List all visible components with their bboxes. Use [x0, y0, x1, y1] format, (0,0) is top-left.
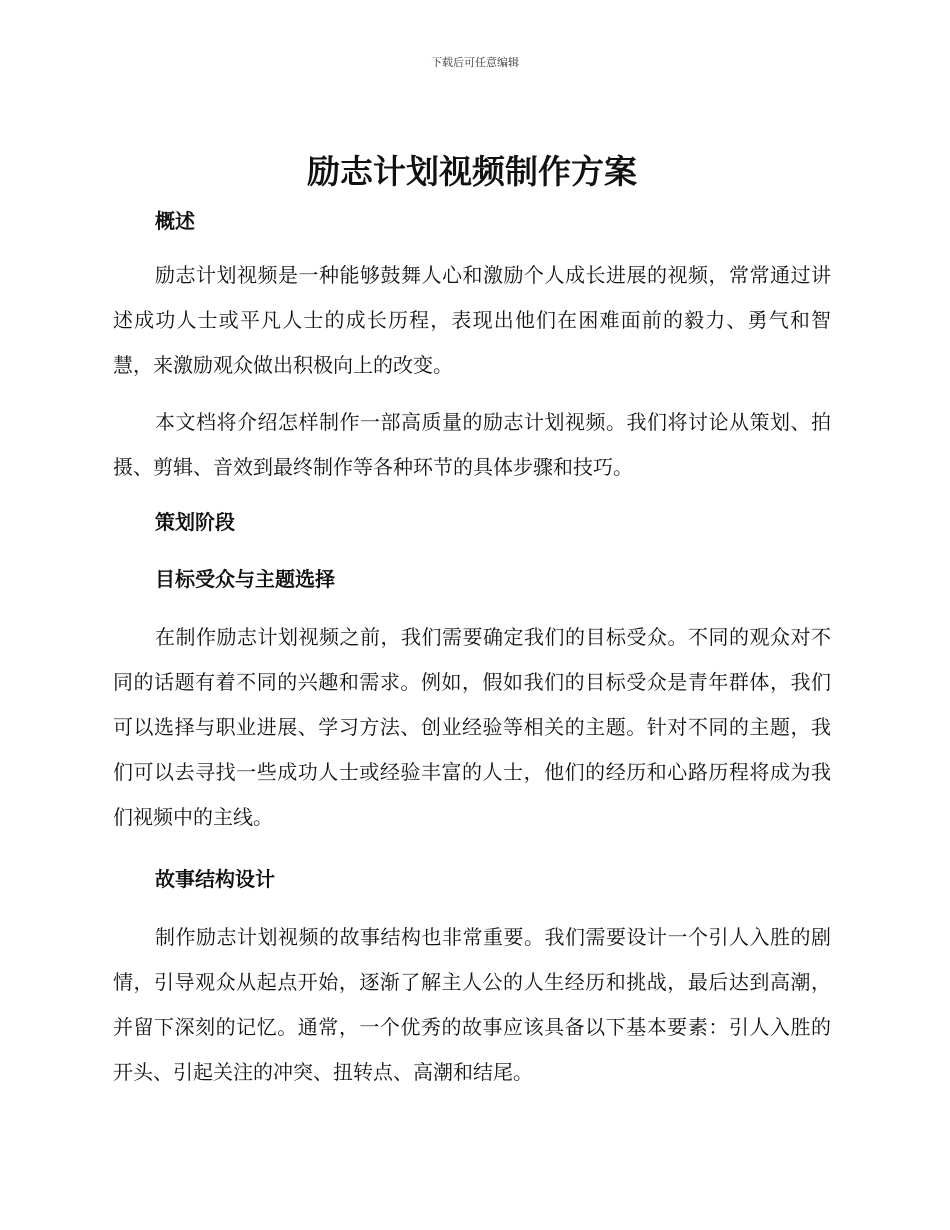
document-title: 励志计划视频制作方案: [307, 152, 637, 191]
section-heading-overview: 概述: [155, 209, 195, 233]
subsection-heading-audience: 目标受众与主题选择: [155, 567, 335, 591]
paragraph-story: 制作励志计划视频的故事结构也非常重要。我们需要设计一个引人入胜的剧情，引导观众从起点开始，逐渐了解主人公的人生经历和挑战，最后达到高潮，并留下深刻的记忆。通常，一个优秀的故事应该具备以下基本要素：引人入胜的开头、引起关注的冲突、扭转点、高潮和结尾。: [113, 925, 831, 1084]
header-note: 下载后可任意编辑: [431, 56, 519, 69]
paragraph-overview-1: 励志计划视频是一种能够鼓舞人心和激励个人成长进展的视频，常常通过讲述成功人士或平凡人士的成长历程，表现出他们在困难面前的毅力、勇气和智慧，来激励观众做出积极向上的改变。: [113, 263, 831, 377]
paragraph-overview-2: 本文档将介绍怎样制作一部高质量的励志计划视频。我们将讨论从策划、拍摄、剪辑、音效到最终制作等各种环节的具体步骤和技巧。: [113, 410, 831, 479]
subsection-heading-story: 故事结构设计: [155, 867, 275, 891]
section-heading-planning: 策划阶段: [155, 510, 235, 534]
document-body: [113, 152, 831, 1095]
paragraph-audience: 在制作励志计划视频之前，我们需要确定我们的目标受众。不同的观众对不同的话题有着不同的兴趣和需求。例如，假如我们的目标受众是青年群体，我们可以选择与职业进展、学习方法、创业经验等相关的主题。针对不同的主题，我们可以去寻找一些成功人士或经验丰富的人士，他们的经历和心路历程将成为我们视频中的主线。: [113, 625, 831, 829]
